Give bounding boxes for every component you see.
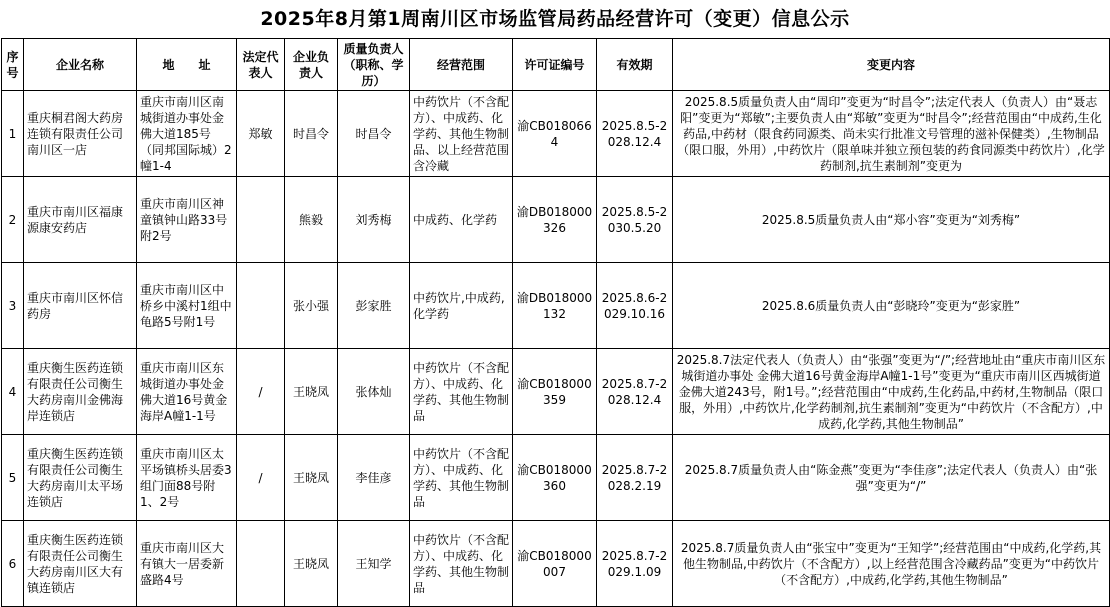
table-header-row [2, 39, 1110, 91]
cell-change [673, 177, 1110, 263]
cell-change [673, 263, 1110, 349]
header-no: 序号 [2, 39, 24, 91]
cell-quality: 王知学 [338, 521, 410, 607]
table-row [2, 521, 1110, 607]
cell-scope [410, 349, 513, 435]
cell-legal-rep [237, 521, 285, 607]
cell-no: 1 [2, 91, 24, 177]
cell-change [673, 349, 1110, 435]
cell-license: 渝DB018000326 [513, 177, 597, 263]
cell-change-text: 2025.8.7质量负责人由“张宝中”变更为“王知学”;经营范围由“中成药,化学药,其他生物制品,中药饮片（不含配方）,以上经营范围含冷藏药品”变更为“中药饮片（不含配方）,中成药,化学药,其他生物制品” [680, 540, 1102, 587]
cell-no: 4 [2, 349, 24, 435]
cell-legal-rep: / [237, 435, 285, 521]
cell-principal: 王晓凤 [285, 349, 338, 435]
cell-company: 重庆市南川区怀信药房 [24, 263, 137, 349]
cell-license: 渝CB0180664 [513, 91, 597, 177]
cell-address: 重庆市南川区太平场镇桥头居委3组门面88号附1、2号 [137, 435, 237, 521]
cell-no: 3 [2, 263, 24, 349]
cell-legal-rep: 郑敏 [237, 91, 285, 177]
cell-principal: 王晓凤 [285, 521, 338, 607]
cell-address: 重庆市南川区东城街道办事处金佛大道16号黄金海岸A幢1-1号 [137, 349, 237, 435]
cell-address: 重庆市南川区神童镇钟山路33号附2号 [137, 177, 237, 263]
table-row [2, 349, 1110, 435]
header-validity: 有效期 [597, 39, 673, 91]
cell-change-text: 2025.8.7法定代表人（负责人）由“张强”变更为“/”;经营地址由“重庆市南川区东城街道办事处 金佛大道16号黄金海岸A幢1-1号”变更为“重庆市南川区西城街道金佛大道243号，附1号。”;经营范围由“中成药,生化药品,中药材,生物制品（限口服，外用）,中药饮片,化学药制剂,抗生素制剂”变更为“中药饮片（不含配方）,中成药,化学药,其他生物制品” [676, 352, 1106, 431]
cell-license: 渝DB018000132 [513, 263, 597, 349]
cell-company: 重庆市南川区福康源康安药店 [24, 177, 137, 263]
cell-principal: 王晓凤 [285, 435, 338, 521]
header-legal-rep: 法定代表人 [237, 39, 285, 91]
cell-license: 渝CB018000360 [513, 435, 597, 521]
header-company: 企业名称 [24, 39, 137, 91]
cell-no: 5 [2, 435, 24, 521]
cell-validity: 2025.8.7-2028.2.19 [597, 435, 673, 521]
cell-legal-rep: / [237, 349, 285, 435]
cell-license: 渝CB018000007 [513, 521, 597, 607]
cell-license: 渝CB018000359 [513, 349, 597, 435]
cell-no: 6 [2, 521, 24, 607]
cell-company: 重庆桐君阁大药房连锁有限责任公司南川区一店 [24, 91, 137, 177]
cell-principal: 时昌令 [285, 91, 338, 177]
cell-company: 重庆衡生医药连锁有限责任公司衡生大药房南川金佛海岸连锁店 [24, 349, 137, 435]
cell-legal-rep [237, 263, 285, 349]
cell-quality: 张体灿 [338, 349, 410, 435]
header-address: 地 址 [137, 39, 237, 91]
cell-scope-text: 中药饮片（不含配方）、中成药、化学药、其他生物制品、以上经营范围含冷藏 [413, 94, 509, 173]
cell-scope-text: 中成药、化学药 [413, 212, 498, 227]
license-table [1, 38, 1110, 607]
header-license: 许可证编号 [513, 39, 597, 91]
cell-change [673, 521, 1110, 607]
cell-validity: 2025.8.7-2029.1.09 [597, 521, 673, 607]
cell-principal: 张小强 [285, 263, 338, 349]
cell-quality: 李佳彦 [338, 435, 410, 521]
cell-validity: 2025.8.7-2028.12.4 [597, 349, 673, 435]
cell-change-text: 2025.8.5质量负责人由“周印”变更为“时昌令”;法定代表人（负责人）由“聂志阳”变更为“郑敏”;主要负责人由“郑敏”变更为“时昌令”;经营范围由“中成药,生化药品,中药材（限食药同源类、尚未实行批准文号管理的滋补保健类）,生物制品（限口服，外用）,中药饮片（限单味并独立预包装的药食同源类中药饮片）,化学药制剂,抗生素制剂”变更为 [677, 94, 1105, 173]
cell-scope-text: 中药饮片,中成药,化学药 [413, 290, 505, 321]
cell-validity: 2025.8.5-2028.12.4 [597, 91, 673, 177]
cell-scope [410, 521, 513, 607]
cell-change-text: 2025.8.6质量负责人由“彭晓玲”变更为“彭家胜” [761, 298, 1021, 313]
cell-scope [410, 91, 513, 177]
table-row [2, 263, 1110, 349]
page-title: 2025年8月第1周南川区市场监管局药品经营许可（变更）信息公示 [260, 8, 850, 30]
cell-change-text: 2025.8.5质量负责人由“郑小容”变更为“刘秀梅” [761, 212, 1021, 227]
header-principal: 企业负责人 [285, 39, 338, 91]
header-change: 变更内容 [673, 39, 1110, 91]
cell-company: 重庆衡生医药连锁有限责任公司衡生大药房南川区大有镇连锁店 [24, 521, 137, 607]
cell-validity: 2025.8.6-2029.10.16 [597, 263, 673, 349]
cell-scope [410, 177, 513, 263]
cell-quality: 彭家胜 [338, 263, 410, 349]
cell-scope-text: 中药饮片（不含配方）、中成药、化学药、其他生物制品 [413, 446, 509, 509]
header-scope: 经营范围 [410, 39, 513, 91]
cell-company: 重庆衡生医药连锁有限责任公司衡生大药房南川太平场连锁店 [24, 435, 137, 521]
cell-validity: 2025.8.5-2030.5.20 [597, 177, 673, 263]
cell-legal-rep [237, 177, 285, 263]
cell-scope [410, 435, 513, 521]
cell-address: 重庆市南川区大有镇大一居委新盛路4号 [137, 521, 237, 607]
cell-address: 重庆市南川区中桥乡中溪村1组中龟路5号附1号 [137, 263, 237, 349]
cell-scope-text: 中药饮片（不含配方）、中成药、化学药、其他生物制品 [413, 360, 509, 423]
cell-change [673, 435, 1110, 521]
cell-scope [410, 263, 513, 349]
cell-scope-text: 中药饮片（不含配方）、中成药、化学药、其他生物制品 [413, 532, 509, 595]
header-quality: 质量负责人（职称、学历） [338, 39, 410, 91]
table-row [2, 177, 1110, 263]
cell-address: 重庆市南川区南城街道办事处金佛大道185号（同邦国际城）2幢1-4 [137, 91, 237, 177]
cell-quality: 时昌令 [338, 91, 410, 177]
table-row [2, 91, 1110, 177]
table-row [2, 435, 1110, 521]
cell-no: 2 [2, 177, 24, 263]
cell-change-text: 2025.8.7质量负责人由“陈金燕”变更为“李佳彦”;法定代表人（负责人）由“张强”变更为“/” [684, 462, 1098, 493]
cell-quality: 刘秀梅 [338, 177, 410, 263]
cell-principal: 熊毅 [285, 177, 338, 263]
cell-change [673, 91, 1110, 177]
